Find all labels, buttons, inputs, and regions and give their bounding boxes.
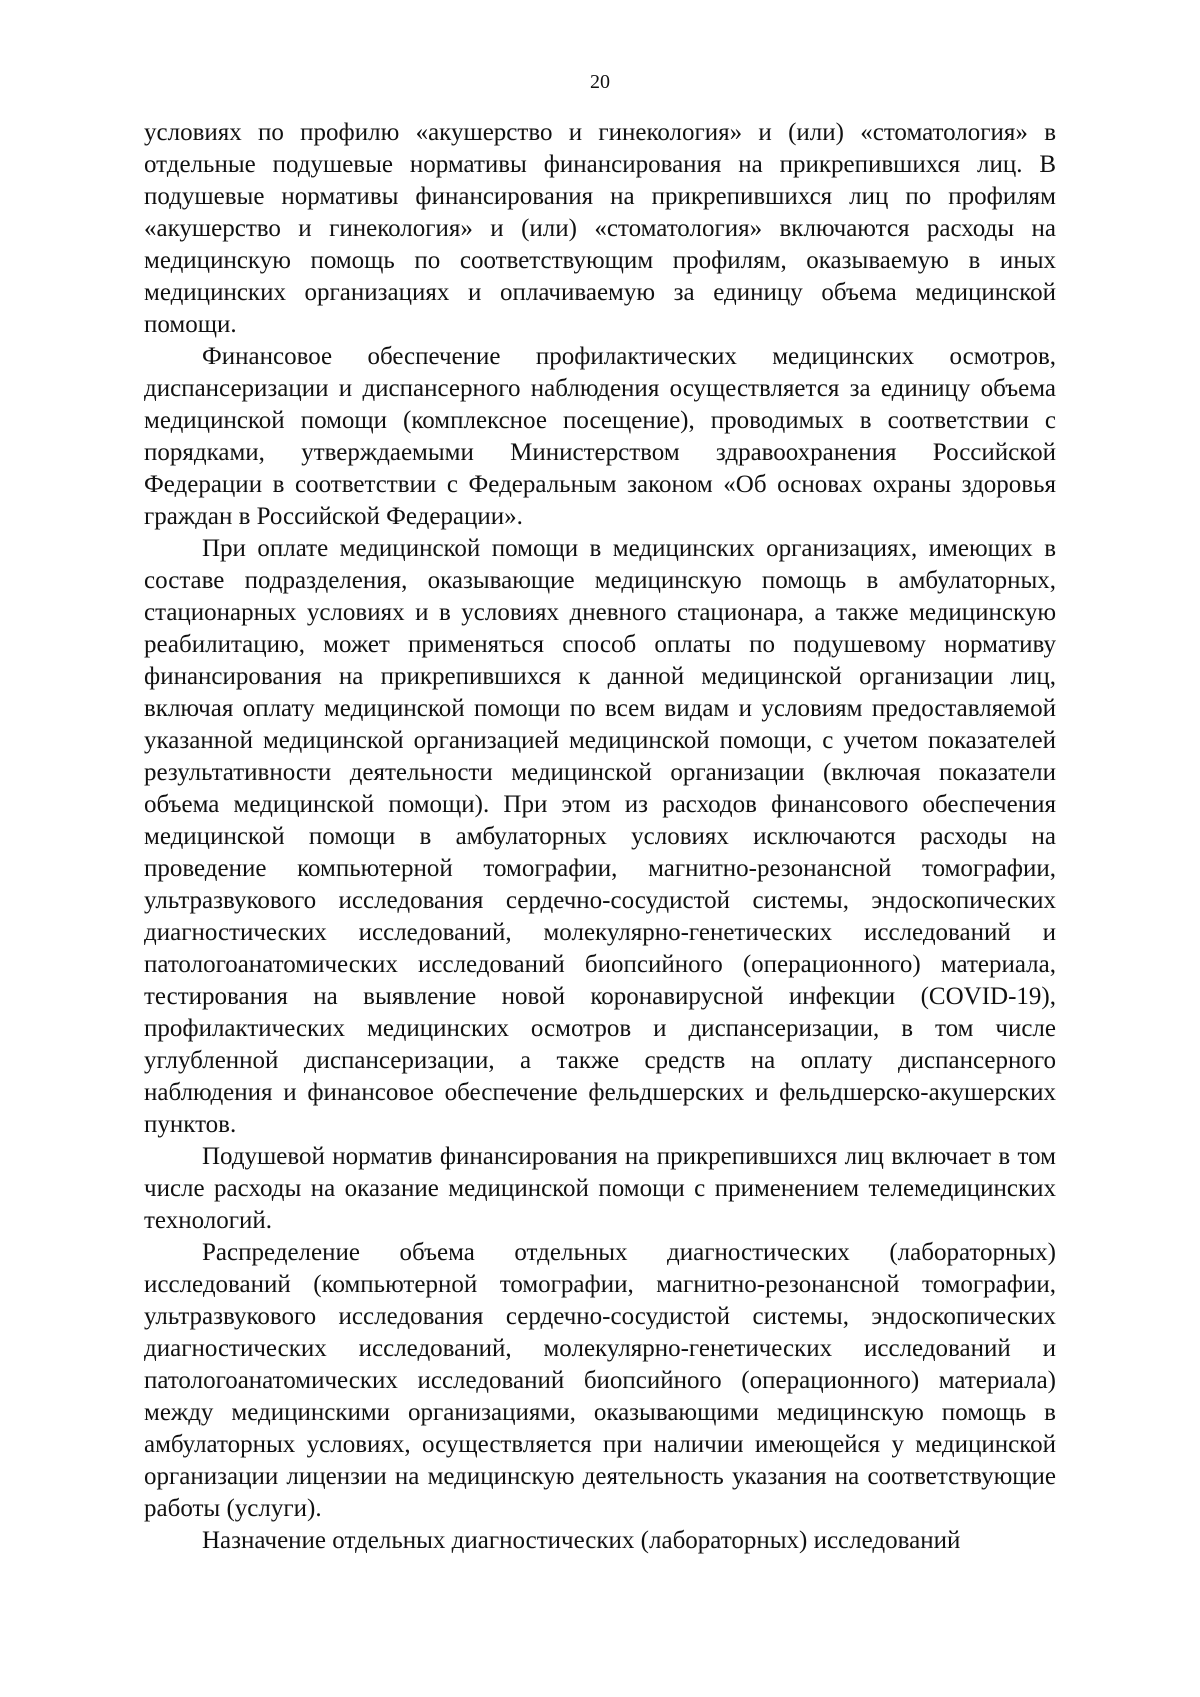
paragraph-1: условиях по профилю «акушерство и гинекология» и (или) «стоматология» в отдельные подушевые нормативы финансирования на прикрепившихся лиц. В подушевые нормативы финансирования на прикрепившихся лиц по профилям «акушерство и гинекология» и (или) «стоматология» включаются расходы на медицинскую помощь по соответствующим профилям, оказываемую в иных медицинских организациях и оплачиваемую за единицу объема медицинской помощи. (144, 119, 1056, 338)
paragraph-3: При оплате медицинской помощи в медицинских организациях, имеющих в составе подразделения, оказывающие медицинскую помощь в амбулаторных, стационарных условиях и в условиях дневного стационара, а также медицинскую реабилитацию, может применяться способ оплаты по подушевому нормативу финансирования на прикрепившихся к данной медицинской организации лиц, включая оплату медицинской помощи по всем видам и условиям предоставляемой указанной медицинской организацией медицинской помощи, с учетом показателей результативности деятельности медицинской организации (включая показатели объема медицинской помощи). При этом из расходов финансового обеспечения медицинской помощи в амбулаторных условиях исключаются расходы на проведение компьютерной томографии, магнитно-резонансной томографии, ультразвукового исследования сердечно-сосудистой системы, эндоскопических диагностических исследований, молекулярно-генетических исследований и патологоанатомических исследований биопсийного (операционного) материала, тестирования на выявление новой коронавирусной инфекции (COVID-19), профилактических медицинских осмотров и диспансеризации, в том числе углубленной диспансеризации, а также средств на оплату диспансерного наблюдения и финансовое обеспечение фельдшерских и фельдшерско-акушерских пунктов. (144, 535, 1056, 1138)
paragraph-5: Распределение объема отдельных диагностических (лабораторных) исследований (компьютерной томографии, магнитно-резонансной томографии, ультразвукового исследования сердечно-сосудистой системы, эндоскопических диагностических исследований, молекулярно-генетических исследований и патологоанатомических исследований биопсийного (операционного) материала) между медицинскими организациями, оказывающими медицинскую помощь в амбулаторных условиях, осуществляется при наличии имеющейся у медицинской организации лицензии на медицинскую деятельность указания на соответствующие работы (услуги). (144, 1239, 1056, 1522)
paragraph-4: Подушевой норматив финансирования на прикрепившихся лиц включает в том числе расходы на оказание медицинской помощи с применением телемедицинских технологий. (144, 1143, 1056, 1234)
page-number: 20 (590, 71, 610, 93)
document-body (144, 117, 1056, 1557)
paragraph-2: Финансовое обеспечение профилактических медицинских осмотров, диспансеризации и диспансерного наблюдения осуществляется за единицу объема медицинской помощи (комплексное посещение), проводимых в соответствии с порядками, утверждаемыми Министерством здравоохранения Российской Федерации в соответствии с Федеральным законом «Об основах охраны здоровья граждан в Российской Федерации». (144, 343, 1056, 530)
paragraph-6: Назначение отдельных диагностических (лабораторных) исследований (202, 1527, 961, 1554)
